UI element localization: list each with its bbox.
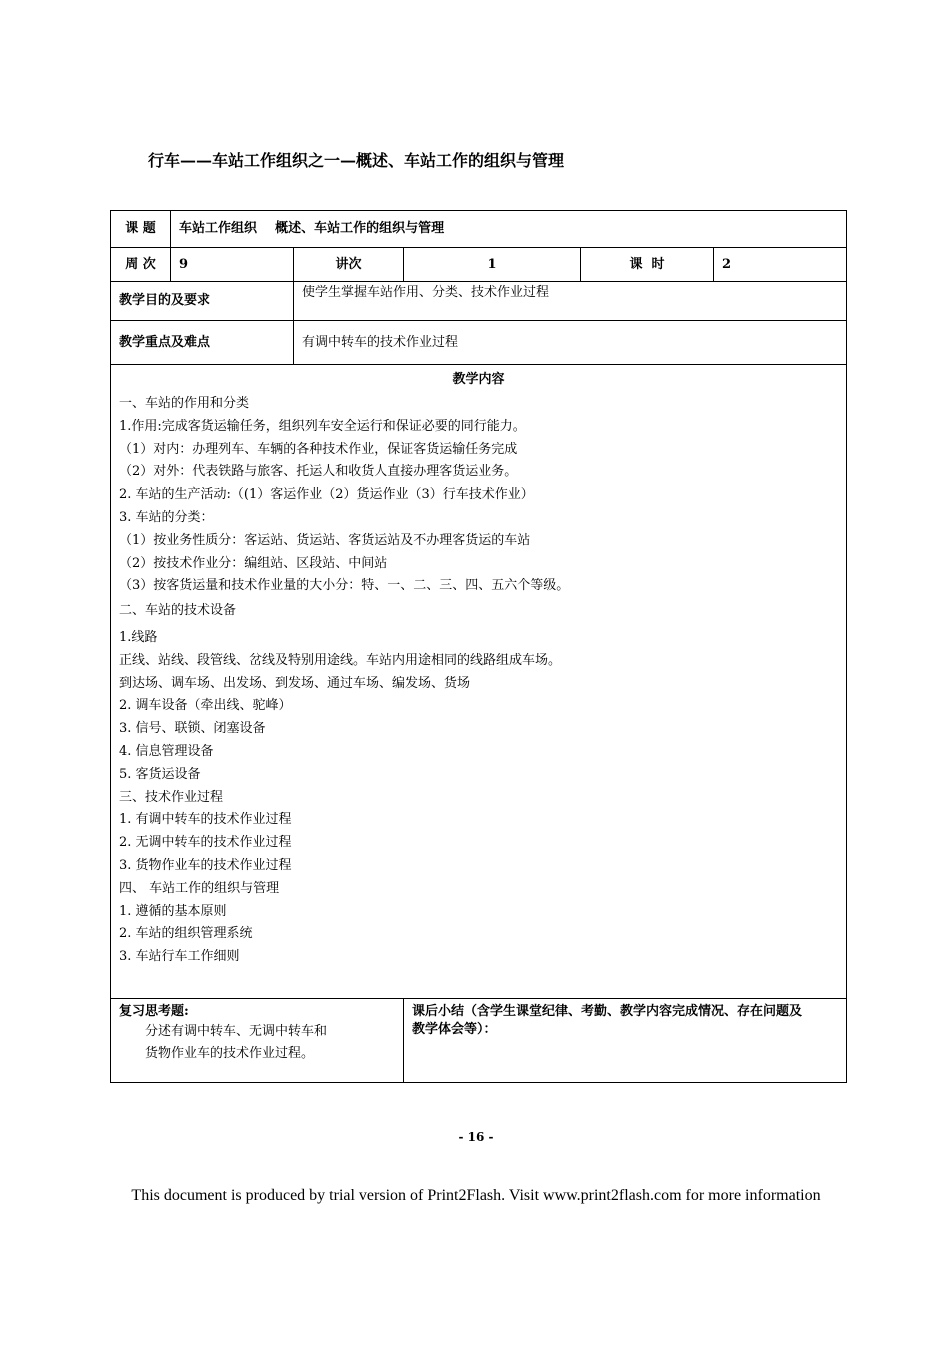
focus-label: 教学重点及难点 <box>111 321 294 365</box>
content-line: 到达场、调车场、出发场、到发场、通过车场、编发场、货场 <box>119 675 471 691</box>
content-line: 三、技术作业过程 <box>119 789 224 805</box>
content-heading: 教学内容 <box>452 372 505 387</box>
summary-cell <box>404 999 847 1083</box>
content-line: 2. 车站的组织管理系统 <box>119 926 253 942</box>
page-number: - 16 - <box>458 1130 494 1144</box>
topic-row <box>111 211 847 248</box>
content-line: 1.线路 <box>119 629 158 645</box>
content-line: 1.作用:完成客货运输任务，组织列车安全运行和保证必要的同行能力。 <box>119 418 526 434</box>
content-line: 1. 遵循的基本原则 <box>119 903 227 919</box>
content-line: 正线、站线、段管线、岔线及特别用途线。车站内用途相同的线路组成车场。 <box>119 652 562 668</box>
topic-value: 车站工作组织 概述、车站工作的组织与管理 <box>171 211 847 248</box>
hours-value: 2 <box>714 248 847 282</box>
content-line: 2. 无调中转车的技术作业过程 <box>119 835 292 851</box>
content-line: 3. 货物作业车的技术作业过程 <box>119 857 292 873</box>
content-row <box>111 365 847 999</box>
content-line: （3）按客货运量和技术作业量的大小分：特、一、二、三、四、五六个等级。 <box>119 578 570 594</box>
review-text: 货物作业车的技术作业过程。 <box>145 1046 315 1061</box>
focus-row <box>111 321 847 365</box>
week-value: 9 <box>171 248 294 282</box>
content-line: 1. 有调中转车的技术作业过程 <box>119 812 292 828</box>
objective-label: 教学目的及要求 <box>111 282 294 321</box>
objective-row <box>111 282 847 321</box>
schedule-row <box>111 248 847 282</box>
week-label: 周 次 <box>111 248 171 282</box>
content-line: 3. 车站行车工作细则 <box>119 949 240 965</box>
content-line: 一、车站的作用和分类 <box>119 396 250 411</box>
content-line: 3. 车站的分类： <box>119 509 214 525</box>
content-line: 2. 车站的生产活动:（(1）客运作业（2）货运作业（3）行车技术作业） <box>119 487 534 503</box>
content-cell <box>111 365 847 999</box>
focus-value: 有调中转车的技术作业过程 <box>294 321 847 365</box>
content-line: 四、 车站工作的组织与管理 <box>119 880 280 896</box>
content-line: （1）按业务性质分：客运站、货运站、客货运站及不办理客货运的车站 <box>119 532 531 548</box>
review-label: 复习思考题: <box>119 1004 189 1019</box>
footer-row <box>111 999 847 1083</box>
summary-label: 课后小结（含学生课堂纪律、考勤、教学内容完成情况、存在问题及 <box>412 1004 803 1019</box>
content-line: （2）对外：代表铁路与旅客、托运人和收货人直接办理客货运业务。 <box>119 464 518 480</box>
content-line: 二、车站的技术设备 <box>119 603 237 619</box>
content-line: 3. 信号、联锁、闭塞设备 <box>119 721 266 737</box>
hours-label: 课 时 <box>581 248 714 282</box>
lecture-label: 讲次 <box>294 248 404 282</box>
summary-label: 教学体会等）： <box>412 1022 497 1037</box>
lesson-plan-table <box>110 210 847 1083</box>
trial-notice: This document is produced by trial version of Print2Flash. Visit www.print2flash.com for more information <box>131 1187 821 1204</box>
document-title: 行车——车站工作组织之一—概述、车站工作的组织与管理 <box>148 151 565 170</box>
content-line: 2. 调车设备（牵出线、驼峰） <box>119 698 292 714</box>
content-line: 5. 客货运设备 <box>119 766 201 782</box>
content-line: 4. 信息管理设备 <box>119 743 214 759</box>
review-cell <box>111 999 404 1083</box>
lecture-value: 1 <box>404 248 581 282</box>
content-line: （1）对内：办理列车、车辆的各种技术作业，保证客货运输任务完成 <box>119 441 518 457</box>
topic-label: 课 题 <box>111 211 171 248</box>
objective-value: 使学生掌握车站作用、分类、技术作业过程 <box>294 282 847 321</box>
content-line: （2）按技术作业分：编组站、区段站、中间站 <box>119 555 388 571</box>
review-text: 分述有调中转车、无调中转车和 <box>145 1024 328 1039</box>
